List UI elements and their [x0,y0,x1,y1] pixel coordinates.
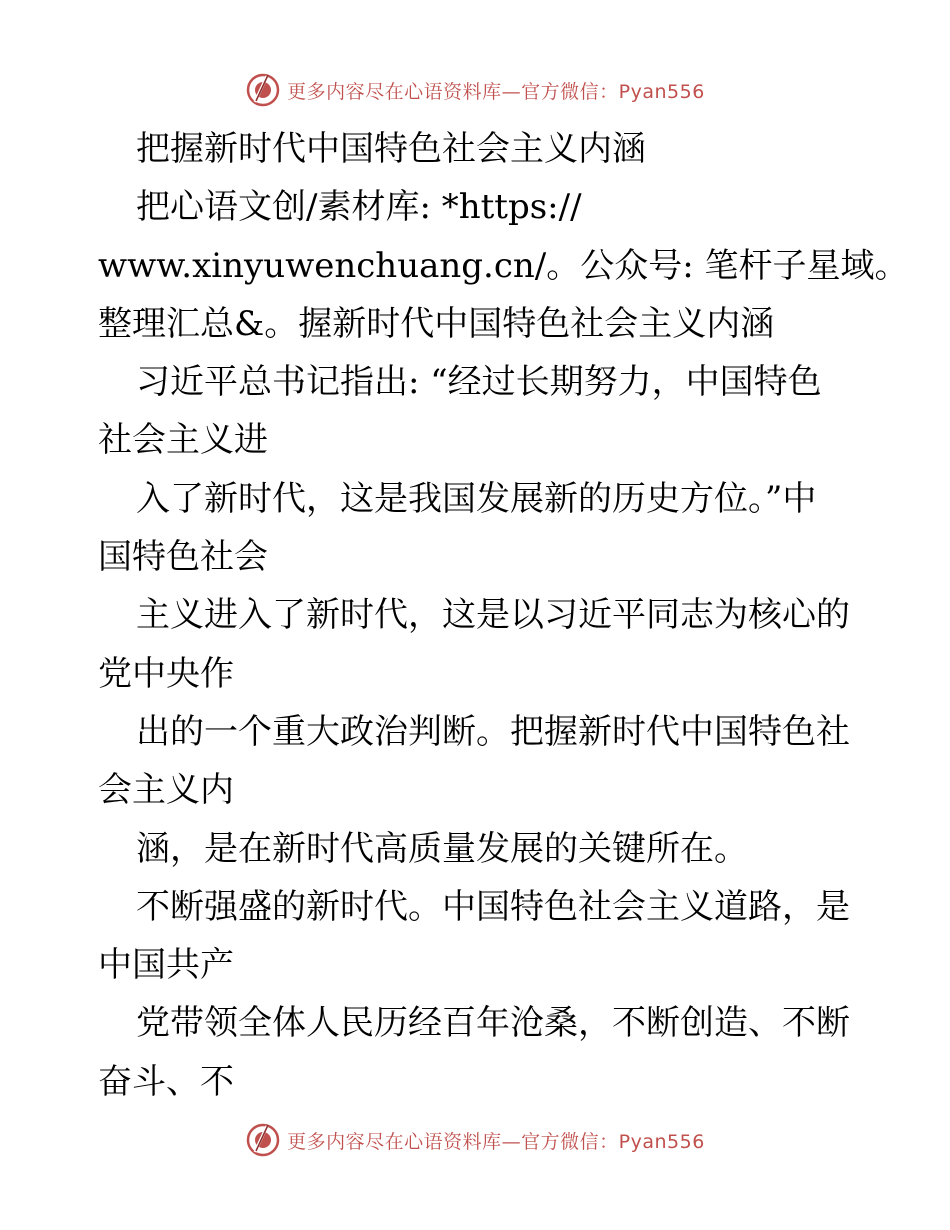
text-line: 国特色社会 [98,537,268,578]
wechat-handle: Pyan556 [618,1130,705,1153]
text-line: 把握新时代中国特色社会主义内涵 [136,129,646,169]
banner-text: 更多内容尽在心语资料库—官方微信：Pyan556 [287,80,705,103]
text-line: 出的一个重大政治判断。把握新时代中国特色社 [136,711,850,752]
text-line: 涵，是在新时代高质量发展的关键所在。 [136,828,748,869]
text-line: 会主义内 [98,770,234,811]
banner-text: 更多内容尽在心语资料库—官方微信：Pyan556 [287,1130,705,1153]
text-line: 奋斗、不 [98,1061,234,1102]
logo-icon [245,1122,281,1158]
text-line: 入了新时代，这是我国发展新的历史方位。”中 [136,478,817,519]
text-line: www.xinyuwenchuang.cn/。公众号: 笔杆子星域。 [98,245,909,286]
logo-icon [245,72,281,108]
text-line: 习近平总书记指出: “经过长期努力，中国特色 [136,362,822,403]
document-body [98,120,909,1111]
header-banner [0,70,950,110]
text-line: 主义进入了新时代，这是以习近平同志为核心的 [136,595,850,636]
text-line: 党带领全体人民历经百年沧桑，不断创造、不断 [136,1003,850,1044]
text-line: 不断强盛的新时代。中国特色社会主义道路，是 [136,886,850,927]
text-line: 党中央作 [98,653,234,694]
text-line: 社会主义进 [98,420,268,461]
wechat-handle: Pyan556 [618,80,705,103]
text-line: 整理汇总&。握新时代中国特色社会主义内涵 [98,303,775,344]
text-line: 中国共产 [98,945,234,986]
footer-banner [0,1120,950,1160]
text-line: 把心语文创/素材库: *https:// [136,187,582,228]
